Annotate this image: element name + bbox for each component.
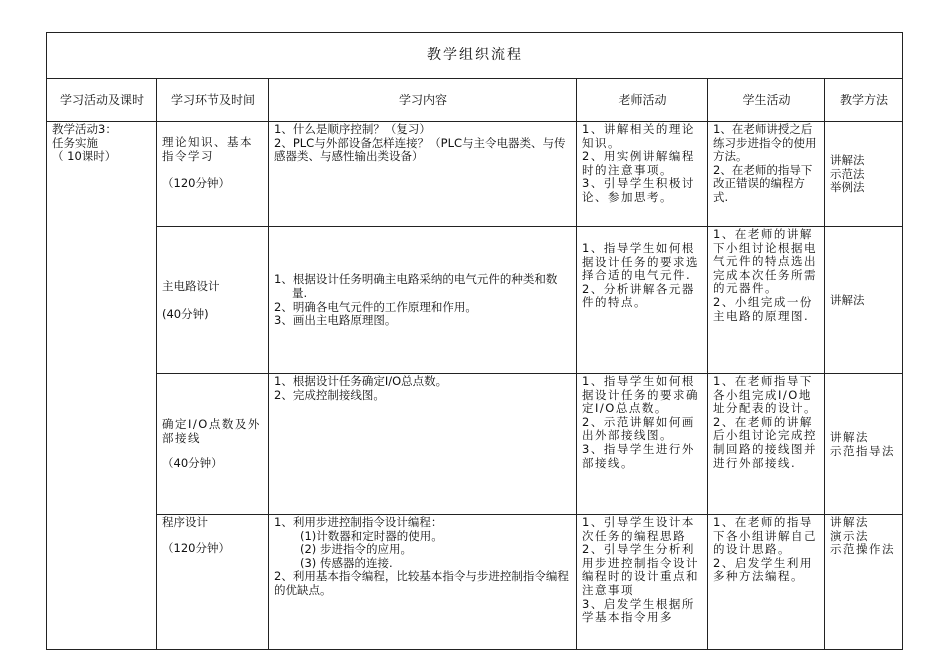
content-line: (3) 传感器的连接. — [300, 555, 393, 570]
content-line: 1、根据设计任务明确主电路采纳的电气元件的种类和数量. — [274, 272, 558, 300]
teacher-line: 1、引导学生设计本次任务的编程思路 — [582, 515, 695, 543]
stage-time: （40分钟） — [162, 456, 223, 471]
teacher-line: 3、启发学生根据所学基本指令用多 — [582, 596, 695, 625]
teacher-line: 3、指导学生进行外部接线。 — [582, 441, 695, 470]
stage-name: 程序设计 — [162, 515, 208, 529]
teacher-line: 1、讲解相关的理论知识。 — [582, 122, 695, 150]
content-cell — [269, 227, 577, 374]
method-line: 演示法 — [830, 528, 869, 543]
teacher-cell — [577, 374, 708, 515]
activity-line: 教学活动3： — [52, 122, 117, 136]
content-line: (2) 步进指令的应用。 — [300, 542, 412, 557]
student-line: 2、启发学生利用多种方法编程。 — [713, 555, 813, 584]
teaching-flow-table — [46, 32, 903, 650]
teacher-line: 1、指导学生如何根据设计任务的要求选择合适的电气元件. — [582, 241, 699, 283]
stage-time: （120分钟） — [162, 176, 230, 191]
teacher-line: 2、分析讲解各元器件的特点。 — [582, 281, 695, 310]
teacher-line: 2、示范讲解如何画出外部接线图。 — [582, 414, 695, 443]
content-line: 2、PLC与外部设备怎样连接？（PLC与主令电器类、与传感器类、与感性输出类设备） — [274, 135, 566, 164]
table-title: 教学组织流程 — [47, 33, 903, 79]
teacher-cell — [577, 227, 708, 374]
student-cell — [708, 374, 825, 515]
method-line: 示范法 — [830, 166, 865, 181]
teacher-line: 1、指导学生如何根据设计任务的要求确定I/O总点数。 — [582, 374, 699, 416]
student-cell — [708, 227, 825, 374]
content-line: 1、根据设计任务确定I/O总点数。 — [274, 374, 448, 388]
stage-cell — [157, 515, 269, 650]
method-line: 讲解法 — [830, 515, 869, 529]
content-line: 1、什么是顺序控制？（复习） — [274, 122, 431, 136]
header-stage: 学习环节及时间 — [157, 79, 269, 122]
method-cell — [825, 227, 903, 374]
student-line: 1、在老师的指导下各小组讲解自己的设计思路。 — [713, 515, 817, 557]
student-line: 1、在老师讲授之后练习步进指令的使用方法。 — [713, 122, 817, 164]
activity-cell — [47, 122, 157, 650]
student-cell — [708, 515, 825, 650]
activity-line: （ 10课时） — [52, 149, 117, 164]
header-activity: 学习活动及课时 — [47, 79, 157, 122]
header-method: 教学方法 — [825, 79, 903, 122]
method-line: 讲解法 — [830, 292, 865, 307]
teacher-line: 2、引导学生分析利用步进控制指令设计编程时的设计重点和注意事项 — [582, 542, 699, 597]
method-line: 讲解法 — [830, 153, 865, 168]
method-cell — [825, 122, 903, 227]
table-row — [47, 374, 903, 515]
content-line: 2、明确各电气元件的工作原理和作用。 — [274, 299, 477, 314]
content-line: 3、画出主电路原理图。 — [274, 313, 397, 328]
stage-cell — [157, 374, 269, 515]
stage-cell — [157, 227, 269, 374]
header-student: 学生活动 — [708, 79, 825, 122]
header-content: 学习内容 — [269, 79, 577, 122]
table-row — [47, 122, 903, 227]
stage-name: 主电路设计 — [162, 278, 220, 293]
method-cell — [825, 374, 903, 515]
table-row — [47, 227, 903, 374]
student-cell — [708, 122, 825, 227]
content-line: 1、利用步进控制指令设计编程： — [274, 515, 443, 529]
method-line: 举例法 — [830, 180, 865, 195]
teacher-cell — [577, 122, 708, 227]
student-line: 2、在老师的指导下改正错误的编程方式. — [713, 162, 813, 204]
method-line: 示范指导法 — [830, 443, 895, 458]
method-cell — [825, 515, 903, 650]
content-cell — [269, 515, 577, 650]
stage-name: 理论知识、基本指令学习 — [162, 135, 253, 163]
method-line: 讲解法 — [830, 429, 869, 444]
content-line: 2、利用基本指令编程，比较基本指令与步进控制指令编程的优缺点。 — [274, 569, 569, 597]
student-line: 1、在老师的讲解下小组讨论根据电气元件的特点选出完成本次任务所需的元器件。 — [713, 227, 817, 296]
stage-time: (40分钟) — [162, 306, 209, 321]
content-cell — [269, 122, 577, 227]
stage-time: （120分钟） — [162, 540, 230, 555]
table-row — [47, 515, 903, 650]
teacher-line: 3、引导学生积极讨论、参加思考。 — [582, 176, 695, 204]
header-teacher: 老师活动 — [577, 79, 708, 122]
teacher-line: 2、用实例讲解编程时的注意事项。 — [582, 149, 695, 177]
method-line: 示范操作法 — [830, 542, 895, 557]
stage-cell — [157, 122, 269, 227]
stage-name: 确定I/O点数及外部接线 — [162, 417, 261, 445]
content-line: (1)计数器和定时器的使用。 — [300, 528, 443, 543]
teacher-cell — [577, 515, 708, 650]
content-line: 2、完成控制接线图。 — [274, 387, 385, 402]
student-line: 1、在老师指导下各小组完成I/O地址分配表的设计。 — [713, 374, 817, 416]
content-cell — [269, 374, 577, 515]
student-line: 2、在老师的讲解后小组讨论完成控制回路的接线图并进行外部接线. — [713, 414, 817, 470]
student-line: 2、小组完成一份主电路的原理图. — [713, 294, 813, 323]
header-row — [47, 79, 903, 122]
activity-line: 任务实施 — [52, 135, 98, 150]
